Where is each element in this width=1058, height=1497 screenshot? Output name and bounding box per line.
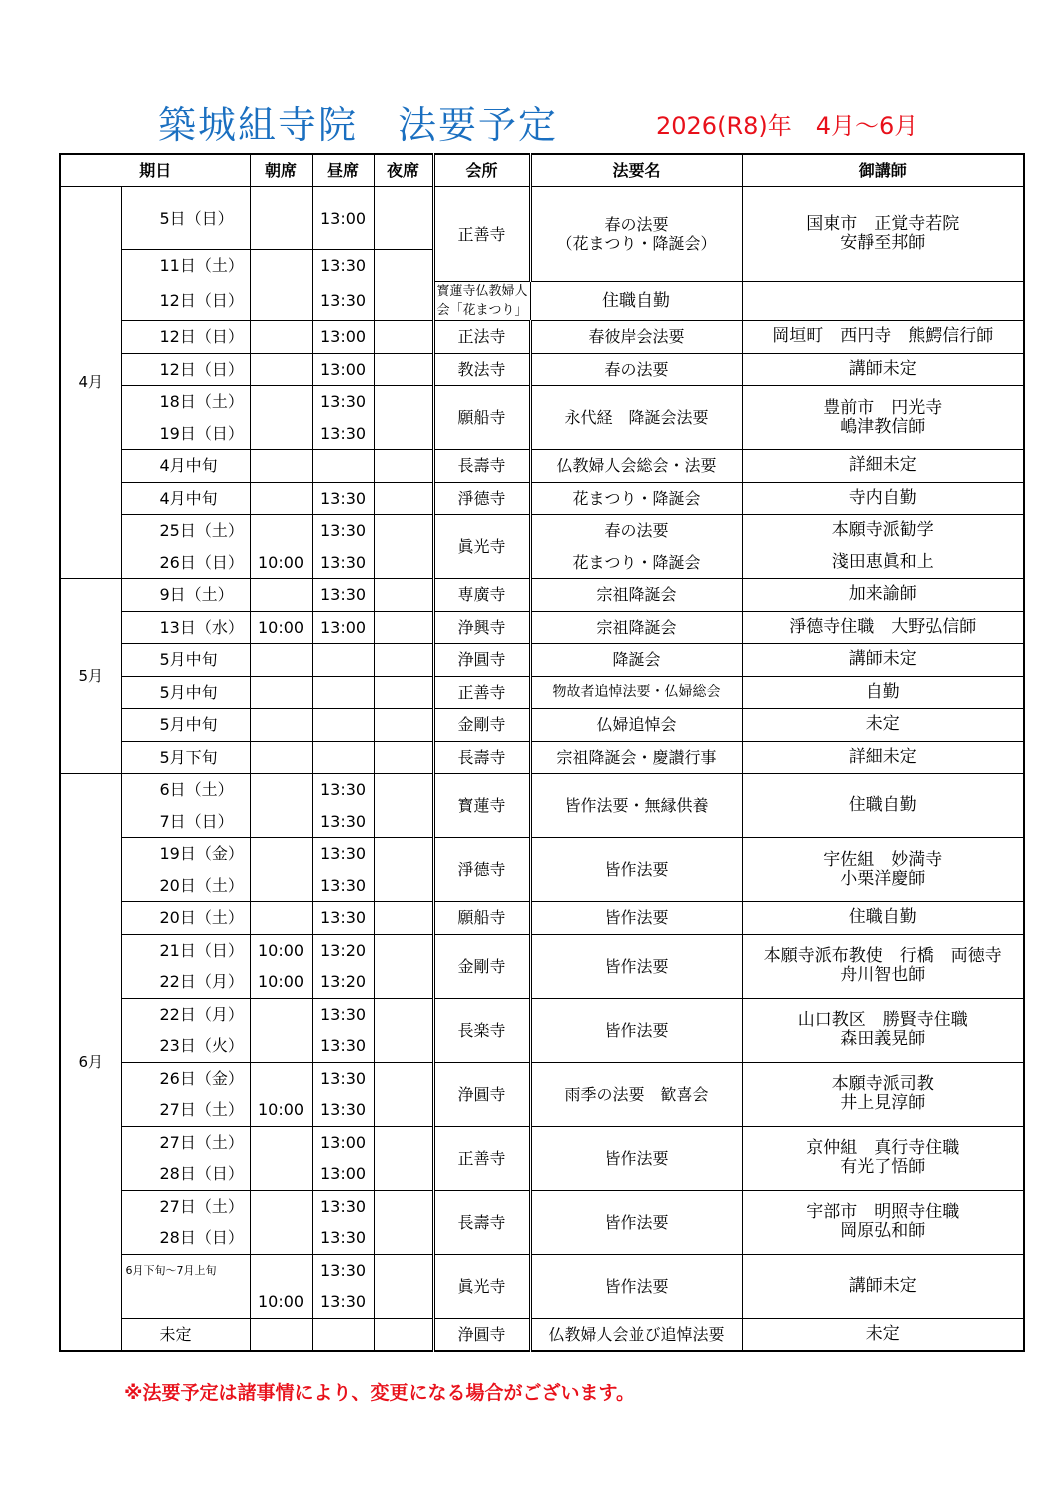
noon-cell: 13:30 xyxy=(312,998,374,1030)
venue-cell: 長壽寺 xyxy=(433,450,530,483)
header-row xyxy=(60,154,1024,187)
morning-cell: 10:00 xyxy=(250,547,312,579)
morning-cell: 10:00 xyxy=(250,1286,312,1318)
night-cell xyxy=(374,321,433,354)
morning-cell xyxy=(250,353,312,386)
night-cell xyxy=(374,934,433,966)
date-cell: 5月下旬 xyxy=(121,741,250,774)
morning-cell xyxy=(250,741,312,774)
service-cell: 仏教婦人会並び追悼法要 xyxy=(530,1318,742,1351)
date-cell: 20日（土） xyxy=(121,870,250,902)
speaker-cell: 講師未定 xyxy=(742,644,1024,677)
table-row xyxy=(60,547,1024,579)
morning-cell xyxy=(250,515,312,547)
header-venue: 会所 xyxy=(433,154,530,187)
morning-cell xyxy=(250,450,312,483)
night-cell xyxy=(374,966,433,998)
date-cell xyxy=(121,1286,250,1318)
night-cell xyxy=(374,579,433,612)
night-cell xyxy=(374,1030,433,1062)
noon-cell xyxy=(312,676,374,709)
venue-cell: 寳蓮寺 xyxy=(433,774,530,838)
speaker-cell: 豊前市 円光寺 嶋津教信師 xyxy=(742,386,1024,450)
speaker-cell: 岡垣町 西円寺 熊鰐信行師 xyxy=(742,321,1024,354)
morning-cell: 10:00 xyxy=(250,1094,312,1126)
service-cell: 春の法要 xyxy=(530,515,742,547)
night-cell xyxy=(374,1318,433,1351)
morning-cell xyxy=(250,709,312,742)
noon-cell: 13:30 xyxy=(312,418,374,450)
venue-cell: 正善寺 xyxy=(433,187,530,282)
morning-cell: 10:00 xyxy=(250,966,312,998)
morning-cell xyxy=(250,1254,312,1286)
service-cell: 宗祖降誕会・慶讃行事 xyxy=(530,741,742,774)
morning-cell: 10:00 xyxy=(250,611,312,644)
table-row xyxy=(60,838,1024,870)
venue-cell: 眞光寺 xyxy=(433,515,530,579)
noon-cell: 13:30 xyxy=(312,386,374,418)
service-cell: 皆作法要 xyxy=(530,1254,742,1318)
noon-cell xyxy=(312,741,374,774)
date-cell: 25日（土） xyxy=(121,515,250,547)
service-cell: 仏婦追悼会 xyxy=(530,709,742,742)
table-row xyxy=(60,1254,1024,1286)
night-cell xyxy=(374,250,433,282)
noon-cell: 13:30 xyxy=(312,870,374,902)
morning-cell xyxy=(250,1030,312,1062)
noon-cell: 13:30 xyxy=(312,250,374,282)
speaker-cell: 山口教区 勝賢寺住職 森田義晃師 xyxy=(742,998,1024,1062)
header-date: 期日 xyxy=(60,154,250,187)
morning-cell xyxy=(250,282,312,321)
service-cell: 皆作法要 xyxy=(530,1126,742,1190)
date-cell: 23日（火） xyxy=(121,1030,250,1062)
service-cell: 物故者追悼法要・仏婦総会 xyxy=(530,676,742,709)
noon-cell: 13:30 xyxy=(312,579,374,612)
speaker-cell: 淺田恵眞和上 xyxy=(742,547,1024,579)
service-cell: 皆作法要 xyxy=(530,838,742,902)
table-row xyxy=(60,482,1024,515)
noon-cell: 13:30 xyxy=(312,547,374,579)
table-row xyxy=(60,644,1024,677)
noon-cell: 13:30 xyxy=(312,282,374,321)
noon-cell: 13:30 xyxy=(312,1222,374,1254)
speaker-cell: 宇部市 明照寺住職 岡原弘和師 xyxy=(742,1190,1024,1254)
service-cell: 皆作法要 xyxy=(530,934,742,998)
noon-cell xyxy=(312,1318,374,1351)
noon-cell: 13:30 xyxy=(312,838,374,870)
speaker-cell: 住職自勤 xyxy=(530,282,742,321)
date-cell: 12日（日） xyxy=(121,353,250,386)
service-cell: 春の法要 （花まつり・降誕会） xyxy=(530,187,742,282)
night-cell xyxy=(374,1094,433,1126)
service-cell: 皆作法要 xyxy=(530,998,742,1062)
service-cell: 降誕会 xyxy=(530,644,742,677)
service-cell: 皆作法要・無縁供養 xyxy=(530,774,742,838)
table-row xyxy=(60,1318,1024,1351)
noon-cell: 13:30 xyxy=(312,1254,374,1286)
table-row xyxy=(60,282,1024,321)
speaker-cell: 詳細未定 xyxy=(742,450,1024,483)
date-cell: 28日（日） xyxy=(121,1158,250,1190)
venue-cell: 淨德寺 xyxy=(433,482,530,515)
header-service: 法要名 xyxy=(530,154,742,187)
date-cell: 6日（土） xyxy=(121,774,250,806)
service-cell: 仏教婦人会総会・法要 xyxy=(530,450,742,483)
night-cell xyxy=(374,998,433,1030)
date-cell: 5月中旬 xyxy=(121,644,250,677)
date-cell: 6月下旬～7月上旬 xyxy=(121,1254,250,1286)
schedule-table xyxy=(59,153,1025,1352)
night-cell xyxy=(374,1254,433,1286)
night-cell xyxy=(374,482,433,515)
header-morning: 朝席 xyxy=(250,154,312,187)
month-cell: 5月 xyxy=(60,579,121,774)
morning-cell xyxy=(250,1158,312,1190)
date-cell: 12日（日） xyxy=(121,321,250,354)
night-cell xyxy=(374,1062,433,1094)
morning-cell xyxy=(250,806,312,838)
noon-cell: 13:00 xyxy=(312,353,374,386)
night-cell xyxy=(374,282,433,321)
service-cell: 寳蓮寺仏教婦人会「花まつり」 xyxy=(433,282,530,321)
night-cell xyxy=(374,774,433,806)
venue-cell: 長壽寺 xyxy=(433,741,530,774)
venue-cell: 淨德寺 xyxy=(433,838,530,902)
service-cell: 宗祖降誕会 xyxy=(530,611,742,644)
table-row xyxy=(60,676,1024,709)
date-cell: 4月中旬 xyxy=(121,482,250,515)
venue-cell: 願船寺 xyxy=(433,386,530,450)
morning-cell: 10:00 xyxy=(250,934,312,966)
speaker-cell: 講師未定 xyxy=(742,1254,1024,1318)
date-cell: 13日（水） xyxy=(121,611,250,644)
morning-cell xyxy=(250,1126,312,1158)
venue-cell: 正善寺 xyxy=(433,1126,530,1190)
date-cell: 27日（土） xyxy=(121,1190,250,1222)
header-night: 夜席 xyxy=(374,154,433,187)
service-cell: 雨季の法要 歓喜会 xyxy=(530,1062,742,1126)
morning-cell xyxy=(250,482,312,515)
table-row xyxy=(60,902,1024,935)
noon-cell: 13:00 xyxy=(312,1126,374,1158)
table-row xyxy=(60,709,1024,742)
noon-cell: 13:30 xyxy=(312,902,374,935)
venue-cell: 浄圓寺 xyxy=(433,1318,530,1351)
morning-cell xyxy=(250,644,312,677)
noon-cell: 13:30 xyxy=(312,482,374,515)
noon-cell: 13:20 xyxy=(312,966,374,998)
date-cell: 11日（土） xyxy=(121,250,250,282)
speaker-cell: 宇佐組 妙満寺 小栗洋慶師 xyxy=(742,838,1024,902)
night-cell xyxy=(374,386,433,418)
morning-cell xyxy=(250,902,312,935)
table-row xyxy=(60,1190,1024,1222)
night-cell xyxy=(374,418,433,450)
night-cell xyxy=(374,547,433,579)
speaker-cell: 未定 xyxy=(742,709,1024,742)
speaker-cell: 国東市 正覚寺若院 安靜至邦師 xyxy=(742,187,1024,282)
night-cell xyxy=(374,838,433,870)
date-cell: 12日（日） xyxy=(121,282,250,321)
venue-cell: 正善寺 xyxy=(433,676,530,709)
noon-cell: 13:20 xyxy=(312,934,374,966)
speaker-cell: 京仲組 真行寺住職 有光了悟師 xyxy=(742,1126,1024,1190)
date-cell: 7日（日） xyxy=(121,806,250,838)
noon-cell: 13:30 xyxy=(312,515,374,547)
venue-cell: 長楽寺 xyxy=(433,998,530,1062)
table-row xyxy=(60,353,1024,386)
morning-cell xyxy=(250,1318,312,1351)
night-cell xyxy=(374,676,433,709)
noon-cell: 13:30 xyxy=(312,806,374,838)
night-cell xyxy=(374,1126,433,1158)
night-cell xyxy=(374,709,433,742)
morning-cell xyxy=(250,1222,312,1254)
morning-cell xyxy=(250,187,312,250)
date-cell: 28日（日） xyxy=(121,1222,250,1254)
night-cell xyxy=(374,1222,433,1254)
speaker-cell: 淨德寺住職 大野弘信師 xyxy=(742,611,1024,644)
speaker-cell: 本願寺派司教 井上見淳師 xyxy=(742,1062,1024,1126)
speaker-cell: 自勤 xyxy=(742,676,1024,709)
morning-cell xyxy=(250,998,312,1030)
noon-cell: 13:30 xyxy=(312,1062,374,1094)
date-cell: 5月中旬 xyxy=(121,709,250,742)
date-cell: 18日（土） xyxy=(121,386,250,418)
month-cell: 6月 xyxy=(60,774,121,1352)
night-cell xyxy=(374,902,433,935)
service-cell: 花まつり・降誕会 xyxy=(530,482,742,515)
service-cell: 皆作法要 xyxy=(530,902,742,935)
morning-cell xyxy=(250,870,312,902)
noon-cell: 13:00 xyxy=(312,1158,374,1190)
morning-cell xyxy=(250,250,312,282)
night-cell xyxy=(374,1286,433,1318)
table-row xyxy=(60,187,1024,250)
table-row xyxy=(60,1062,1024,1094)
morning-cell xyxy=(250,386,312,418)
venue-cell: 正法寺 xyxy=(433,321,530,354)
speaker-cell: 講師未定 xyxy=(742,353,1024,386)
noon-cell: 13:30 xyxy=(312,1094,374,1126)
morning-cell xyxy=(250,1062,312,1094)
table-row xyxy=(60,998,1024,1030)
venue-cell: 専廣寺 xyxy=(433,579,530,612)
schedule-body xyxy=(60,187,1024,1352)
venue-cell: 金剛寺 xyxy=(433,934,530,998)
night-cell xyxy=(374,450,433,483)
speaker-cell: 住職自勤 xyxy=(742,902,1024,935)
noon-cell: 13:30 xyxy=(312,1030,374,1062)
night-cell xyxy=(374,515,433,547)
night-cell xyxy=(374,1190,433,1222)
table-row xyxy=(60,450,1024,483)
date-cell: 19日（日） xyxy=(121,418,250,450)
table-row xyxy=(60,1126,1024,1158)
night-cell xyxy=(374,187,433,250)
morning-cell xyxy=(250,774,312,806)
table-row xyxy=(60,774,1024,806)
table-row xyxy=(60,321,1024,354)
venue-cell: 浄興寺 xyxy=(433,611,530,644)
morning-cell xyxy=(250,321,312,354)
service-cell: 春彼岸会法要 xyxy=(530,321,742,354)
table-row xyxy=(60,934,1024,966)
date-cell: 27日（土） xyxy=(121,1094,250,1126)
night-cell xyxy=(374,644,433,677)
date-cell: 20日（土） xyxy=(121,902,250,935)
venue-cell: 浄圓寺 xyxy=(433,1062,530,1126)
noon-cell xyxy=(312,644,374,677)
date-cell: 5日（日） xyxy=(121,187,250,250)
speaker-cell: 本願寺派布教使 行橋 両徳寺 舟川智也師 xyxy=(742,934,1024,998)
night-cell xyxy=(374,1158,433,1190)
date-cell: 4月中旬 xyxy=(121,450,250,483)
noon-cell: 13:00 xyxy=(312,321,374,354)
venue-cell: 金剛寺 xyxy=(433,709,530,742)
morning-cell xyxy=(250,579,312,612)
venue-cell: 教法寺 xyxy=(433,353,530,386)
date-cell: 21日（日） xyxy=(121,934,250,966)
date-cell: 26日（日） xyxy=(121,547,250,579)
speaker-cell: 本願寺派勧学 xyxy=(742,515,1024,547)
service-cell: 春の法要 xyxy=(530,353,742,386)
table-row xyxy=(60,611,1024,644)
night-cell xyxy=(374,611,433,644)
date-cell: 未定 xyxy=(121,1318,250,1351)
noon-cell: 13:30 xyxy=(312,1190,374,1222)
service-cell: 花まつり・降誕会 xyxy=(530,547,742,579)
noon-cell xyxy=(312,450,374,483)
morning-cell xyxy=(250,1190,312,1222)
date-cell: 22日（月） xyxy=(121,998,250,1030)
morning-cell xyxy=(250,418,312,450)
night-cell xyxy=(374,806,433,838)
footer-note: ※法要予定は諸事情により、変更になる場合がございます。 xyxy=(124,1382,635,1404)
noon-cell: 13:30 xyxy=(312,774,374,806)
service-cell: 皆作法要 xyxy=(530,1190,742,1254)
date-cell: 5月中旬 xyxy=(121,676,250,709)
morning-cell xyxy=(250,838,312,870)
venue-cell: 願船寺 xyxy=(433,902,530,935)
date-cell: 9日（土） xyxy=(121,579,250,612)
header-noon: 昼席 xyxy=(312,154,374,187)
table-row xyxy=(60,741,1024,774)
table-row xyxy=(60,386,1024,418)
page-title: 築城組寺院 法要予定 xyxy=(158,103,559,147)
speaker-cell: 加来諭師 xyxy=(742,579,1024,612)
noon-cell: 13:30 xyxy=(312,1286,374,1318)
service-cell: 宗祖降誕会 xyxy=(530,579,742,612)
morning-cell xyxy=(250,676,312,709)
venue-cell: 浄圓寺 xyxy=(433,644,530,677)
speaker-cell: 未定 xyxy=(742,1318,1024,1351)
noon-cell: 13:00 xyxy=(312,611,374,644)
month-cell: 4月 xyxy=(60,187,121,579)
noon-cell: 13:00 xyxy=(312,187,374,250)
table-row xyxy=(60,515,1024,547)
night-cell xyxy=(374,870,433,902)
header-speaker: 御講師 xyxy=(742,154,1024,187)
speaker-cell: 詳細未定 xyxy=(742,741,1024,774)
service-cell: 永代経 降誕会法要 xyxy=(530,386,742,450)
venue-cell: 長壽寺 xyxy=(433,1190,530,1254)
date-cell: 27日（土） xyxy=(121,1126,250,1158)
night-cell xyxy=(374,741,433,774)
date-cell: 22日（月） xyxy=(121,966,250,998)
speaker-cell: 寺内自勤 xyxy=(742,482,1024,515)
date-cell: 19日（金） xyxy=(121,838,250,870)
speaker-cell: 住職自勤 xyxy=(742,774,1024,838)
night-cell xyxy=(374,353,433,386)
venue-cell: 眞光寺 xyxy=(433,1254,530,1318)
table-row xyxy=(60,579,1024,612)
noon-cell xyxy=(312,709,374,742)
date-cell: 26日（金） xyxy=(121,1062,250,1094)
period-label: 2026(R8)年 4月～6月 xyxy=(656,112,919,140)
